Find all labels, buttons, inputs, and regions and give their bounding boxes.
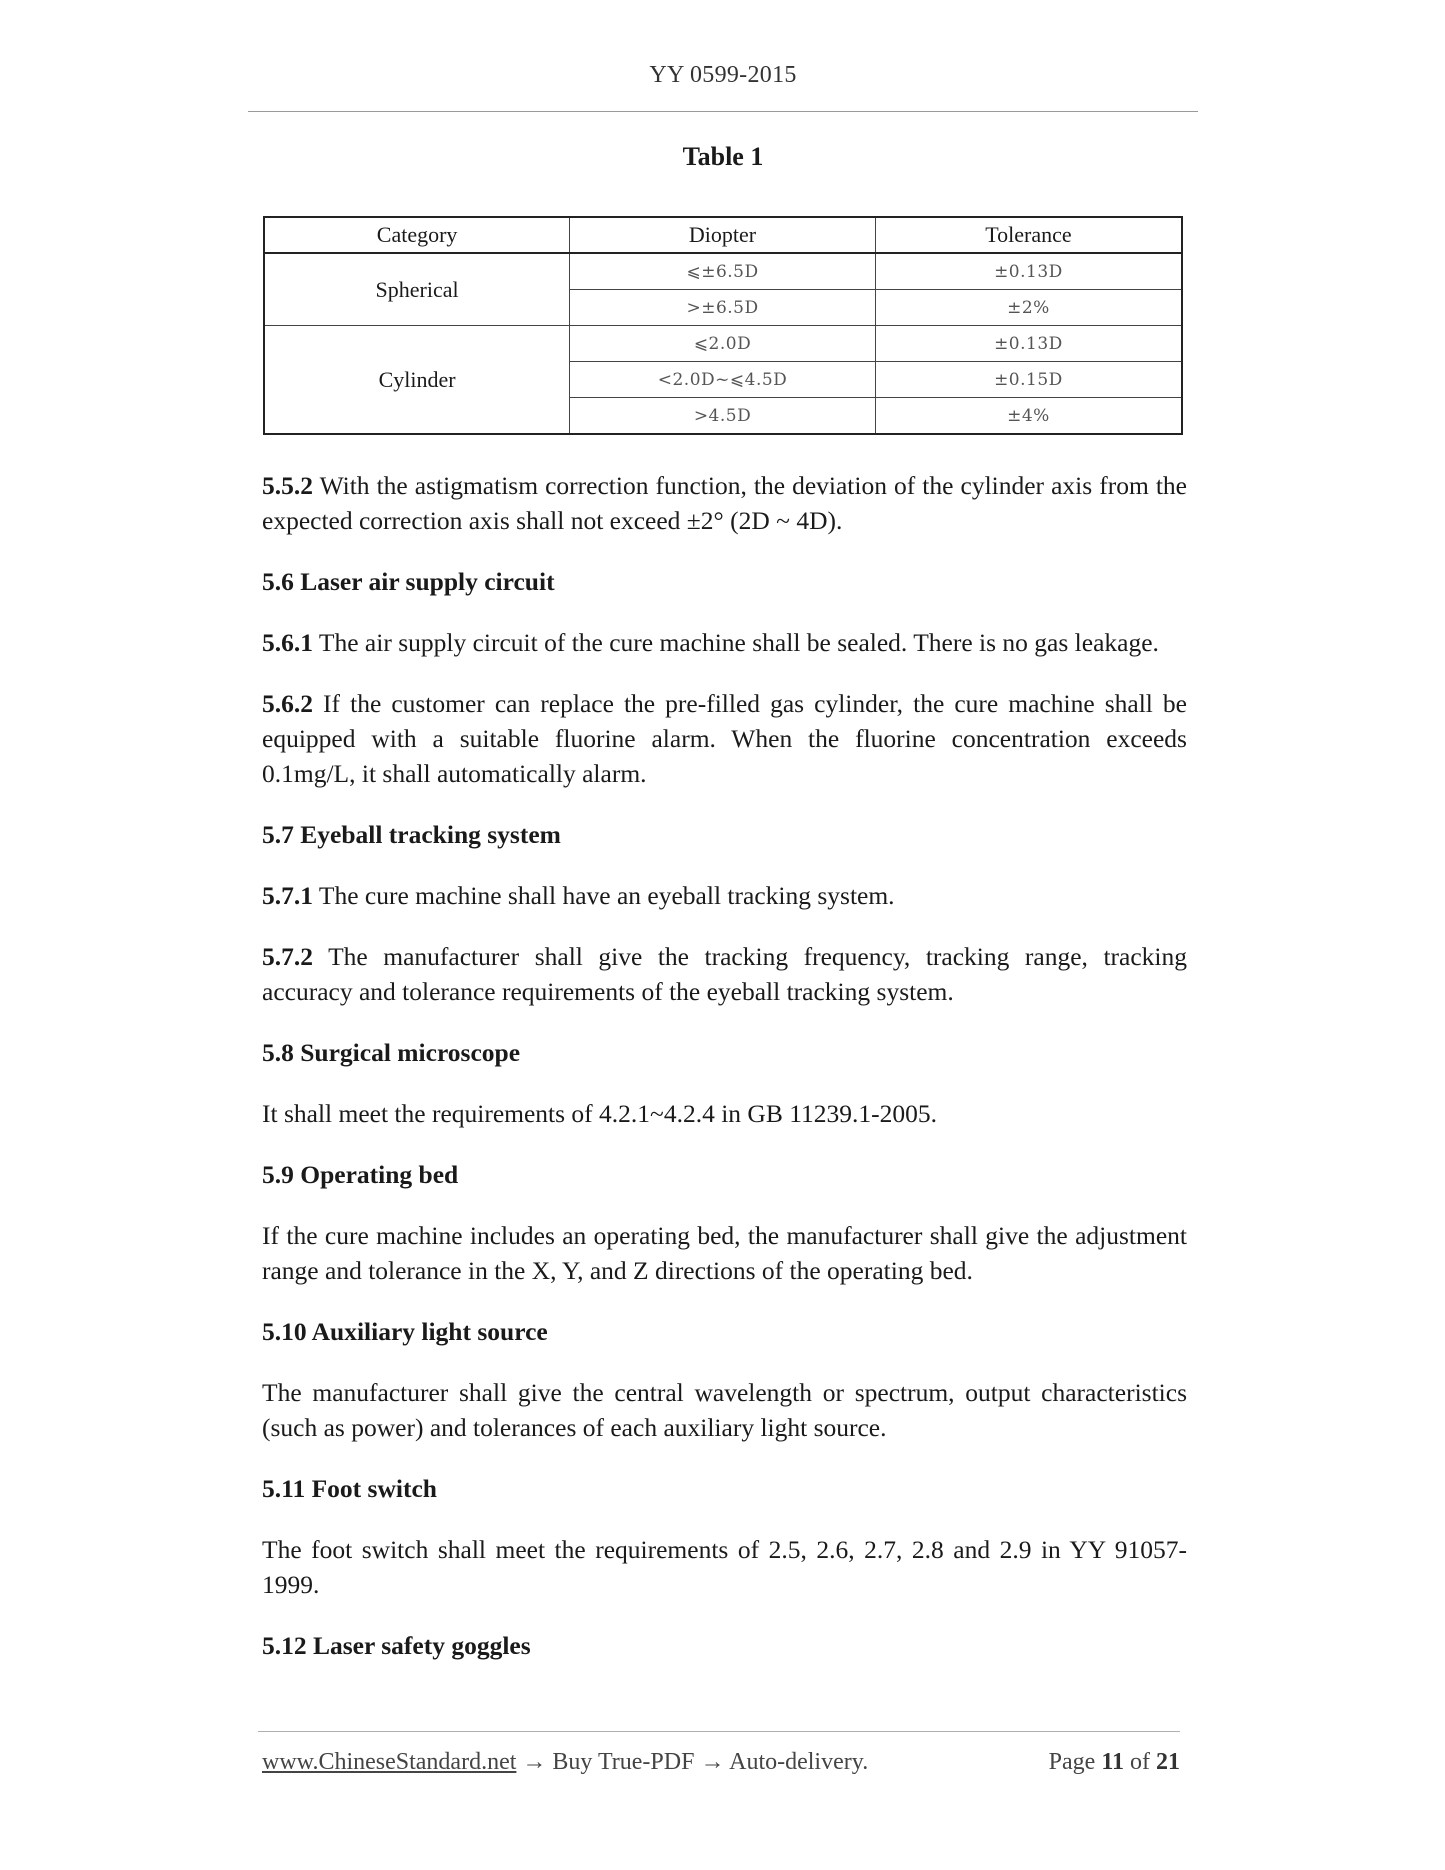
paragraph-5-11: The foot switch shall meet the requirements of 2.5, 2.6, 2.7, 2.8 and 2.9 in YY 91057-1999.	[262, 1535, 1187, 1599]
clause-text: The cure machine shall have an eyeball tracking system.	[313, 881, 895, 910]
table-row	[264, 326, 1182, 362]
clause-5-7-2	[262, 939, 1187, 1009]
clause-text: The air supply circuit of the cure machine shall be sealed. There is no gas leakage.	[313, 628, 1159, 657]
diopter-cell: ⩽±6.5D	[570, 253, 876, 290]
diopter-cell: >4.5D	[570, 398, 876, 435]
category-cell: Spherical	[264, 253, 570, 326]
section-heading-5-10: 5.10 Auxiliary light source	[262, 1317, 548, 1346]
tolerance-cell: ±4%	[875, 398, 1182, 435]
clause-5-6-2	[262, 686, 1187, 791]
clause-number: 5.7.1	[262, 881, 313, 910]
total-page-count: 21	[1156, 1749, 1180, 1775]
section-heading-5-9: 5.9 Operating bed	[262, 1160, 459, 1189]
table-title: Table 1	[682, 142, 764, 171]
section-heading-5-8: 5.8 Surgical microscope	[262, 1038, 521, 1067]
clause-text: If the customer can replace the pre-filled gas cylinder, the cure machine shall be equipped with a suitable fluorine alarm. When the fluorine concentration exceeds 0.1mg/L, it shall automatically alarm.	[262, 689, 1187, 788]
paragraph-5-10: The manufacturer shall give the central wavelength or spectrum, output characteristics (such as power) and tolerances of each auxiliary light source.	[262, 1378, 1187, 1442]
diopter-cell: ⩽2.0D	[570, 326, 876, 362]
current-page-number: 11	[1101, 1749, 1124, 1775]
clause-5-5-2	[262, 468, 1187, 538]
section-heading-5-7: 5.7 Eyeball tracking system	[262, 820, 561, 849]
document-body	[262, 468, 1187, 1689]
tolerance-cell: ±0.15D	[875, 362, 1182, 398]
page-footer	[262, 1749, 1180, 1776]
header-divider	[248, 111, 1198, 112]
footer-tagline: → Buy True-PDF → Auto-delivery.	[516, 1749, 869, 1775]
clause-number: 5.6.2	[262, 689, 313, 718]
running-header: YY 0599-2015	[649, 62, 797, 88]
clause-text: With the astigmatism correction function, the deviation of the cylinder axis from the expected correction axis shall not exceed ±2° (2D ~ 4D).	[262, 471, 1187, 535]
paragraph-5-9: If the cure machine includes an operating bed, the manufacturer shall give the adjustment range and tolerance in the X, Y, and Z directions of the operating bed.	[262, 1221, 1187, 1285]
section-heading-5-6: 5.6 Laser air supply circuit	[262, 567, 555, 596]
diopter-cell: <2.0D~⩽4.5D	[570, 362, 876, 398]
clause-number: 5.5.2	[262, 471, 313, 500]
clause-5-6-1	[262, 625, 1187, 660]
tolerance-cell: ±0.13D	[875, 253, 1182, 290]
category-cell: Cylinder	[264, 326, 570, 435]
column-header-diopter: Diopter	[570, 217, 876, 253]
column-header-category: Category	[264, 217, 570, 253]
website-link[interactable]: www.ChineseStandard.net	[262, 1749, 517, 1775]
page-indicator	[1049, 1749, 1180, 1776]
table-header-row	[264, 217, 1182, 253]
tolerance-cell: ±2%	[875, 290, 1182, 326]
table-row	[264, 253, 1182, 290]
clause-number: 5.6.1	[262, 628, 313, 657]
diopter-cell: >±6.5D	[570, 290, 876, 326]
clause-number: 5.7.2	[262, 942, 313, 971]
tolerance-cell: ±0.13D	[875, 326, 1182, 362]
of-label: of	[1130, 1749, 1150, 1775]
column-header-tolerance: Tolerance	[875, 217, 1182, 253]
clause-text: The manufacturer shall give the tracking frequency, tracking range, tracking accuracy and tolerance requirements of the eyeball tracking system.	[262, 942, 1187, 1006]
page-label: Page	[1048, 1749, 1096, 1775]
clause-5-7-1	[262, 878, 1187, 913]
section-heading-5-11: 5.11 Foot switch	[262, 1474, 437, 1503]
tolerance-table	[263, 216, 1183, 435]
footer-divider	[258, 1731, 1180, 1732]
paragraph-5-8: It shall meet the requirements of 4.2.1~4.2.4 in GB 11239.1-2005.	[262, 1099, 938, 1128]
section-heading-5-12: 5.12 Laser safety goggles	[262, 1631, 531, 1660]
